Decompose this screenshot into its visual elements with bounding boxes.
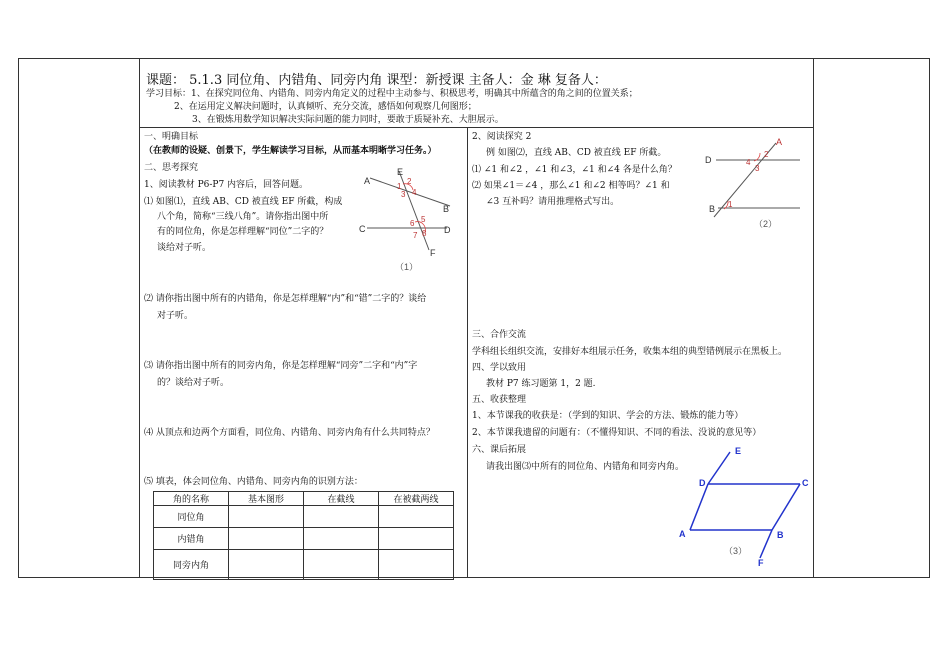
angle-table [153,491,454,580]
label-c: C [802,478,809,488]
label-a: A [679,529,686,539]
line-cb [772,484,800,530]
label-e: E [735,446,742,456]
column-divider [467,127,468,577]
table-cell[interactable] [229,506,304,528]
angle-4-label: 4 [746,158,751,167]
section-5-item-1: 1、本节课我的收获是：（学到的知识、学会的方法、锻炼的能力等） [472,411,744,421]
table-cell[interactable] [229,528,304,550]
angle-3-label: 3 [401,190,406,199]
table-header: 角的名称 [154,492,229,506]
question-1-line-3: 有的同位角，你是怎样理解“同位”二字的？ [157,227,329,237]
angle-1-label: 1 [397,182,402,191]
figure-2 [700,133,815,230]
section-1-heading: 一、明确目标 [144,132,199,142]
left-margin-line [139,59,140,577]
line-ef-upper [708,452,730,484]
table-header: 基本图形 [229,492,304,506]
question-1-line-2: 八个角，简称“三线八角”。请你指出图中所 [157,212,329,222]
read-instruction: 1、阅读教材 P6-P7 内容后，回答问题。 [144,180,309,190]
example-question-2b: ∠3 互补吗？请用推理格式写出。 [486,197,620,207]
label-d: D [705,155,712,165]
figure-1-caption: （1） [395,262,419,272]
question-1-line-1: ⑴ 如图⑴，直线 AB、CD 被直线 EF 所截，构成 [144,197,343,207]
question-2-line-1: ⑵ 请你指出图中所有的内错角，你是怎样理解“内”和“错”二字的？谈给 [144,294,427,304]
label-e: E [397,167,404,177]
example-question-1: ⑴ ∠1 和∠2 ，∠1 和∠3，∠1 和∠4 各是什么角？ [472,165,677,175]
section-4-heading: 四、学以致用 [472,363,527,373]
line-ad [690,484,708,530]
section-1-note: （在教师的设疑、创景下，学生解读学习目标，从而基本明晰学习任务。） [144,146,437,156]
table-cell[interactable] [304,506,379,528]
goal-2: 2、在运用定义解决问题时，认真倾听、充分交流，感悟如何观察几何图形； [174,102,477,112]
angle-2-label: 2 [407,177,412,186]
label-f: F [430,248,436,258]
angle-4-label: 4 [412,188,417,197]
angle-3-label: 3 [755,164,760,173]
label-c: C [359,224,366,234]
table-cell[interactable] [379,506,454,528]
table-row-label: 同位角 [154,506,229,528]
label-a: A [776,137,783,147]
example-question-2a: ⑵ 如果∠1＝∠4 ，那么∠1 和∠2 相等吗？∠1 和 [472,181,670,191]
goal-3: 3、在锻炼用数学知识解决实际问题的能力同时，要敢于质疑补充、大胆展示。 [192,115,504,125]
goal-1: 学习目标：1、在探究同位角、内错角、同旁内角定义的过程中主动参与、积极思考，明确其中所蕴含的角之间的位置关系； [146,89,638,99]
table-cell[interactable] [304,550,379,580]
label-d: D [444,225,451,235]
section-2-heading: 二、思考探究 [144,163,199,173]
angle-2-label: 2 [764,150,769,159]
table-header: 在被截两线 [379,492,454,506]
section-3-text: 学科组长组织交流，安排好本组展示任务，收集本组的典型错例展示在黑板上。 [472,347,788,357]
section-5-item-2: 2、本节课我遗留的问题有：（不懂得知识、不同的看法、没说的意见等） [472,428,762,438]
question-5: ⑸ 填表，体会同位角、内错角、同旁内角的识别方法： [144,477,363,487]
figure-2-caption: （2） [754,219,778,229]
question-1-line-4: 谈给对子听。 [157,243,212,253]
table-row-label: 内错角 [154,528,229,550]
section-3-heading: 三、合作交流 [472,330,527,340]
table-cell[interactable] [229,550,304,580]
angle-7-label: 7 [413,231,418,240]
table-cell[interactable] [379,550,454,580]
reading-2-heading: 2、阅读探究 2 [472,132,532,142]
header-divider [139,127,813,128]
label-a: A [364,176,371,186]
figure-1 [355,166,460,274]
label-f: F [758,558,764,568]
table-header: 在截线 [304,492,379,506]
section-4-text: 教材 P7 练习题第 1，2 题. [486,379,596,389]
example-statement: 例 如图⑵，直线 AB、CD 被直线 EF 所截。 [486,148,667,158]
table-row-label: 同旁内角 [154,550,229,580]
figure-3-caption: （3） [724,546,748,556]
question-3-line-1: ⑶ 请你指出图中所有的同旁内角，你是怎样理解“同旁”二字和“内”字 [144,361,418,371]
figure-3 [672,440,812,570]
label-d: D [699,478,706,488]
angle-8-label: 8 [422,229,427,238]
table-cell[interactable] [379,528,454,550]
angle-6-label: 6 [410,219,415,228]
section-6-text: 请我出图⑶中所有的同位角、内错角和同旁内角。 [486,462,685,472]
question-2-line-2: 对子听。 [157,311,194,321]
line-bf [760,530,772,558]
question-4: ⑷ 从顶点和边两个方面看，同位角、内错角、同旁内角有什么共同特点？ [144,428,435,438]
label-b: B [709,204,716,214]
angle-1-label: 1 [728,200,733,209]
label-b: B [777,530,784,540]
question-3-line-2: 的？谈给对子听。 [157,378,230,388]
section-6-heading: 六、课后拓展 [472,445,527,455]
label-b: B [443,204,450,214]
lesson-title: 课题： 5.1.3 同位角、内错角、同旁内角 课型：新授课 主备人：金 琳 复备人： [146,73,607,88]
angle-5-label: 5 [421,215,426,224]
table-cell[interactable] [304,528,379,550]
section-5-heading: 五、收获整理 [472,395,527,405]
